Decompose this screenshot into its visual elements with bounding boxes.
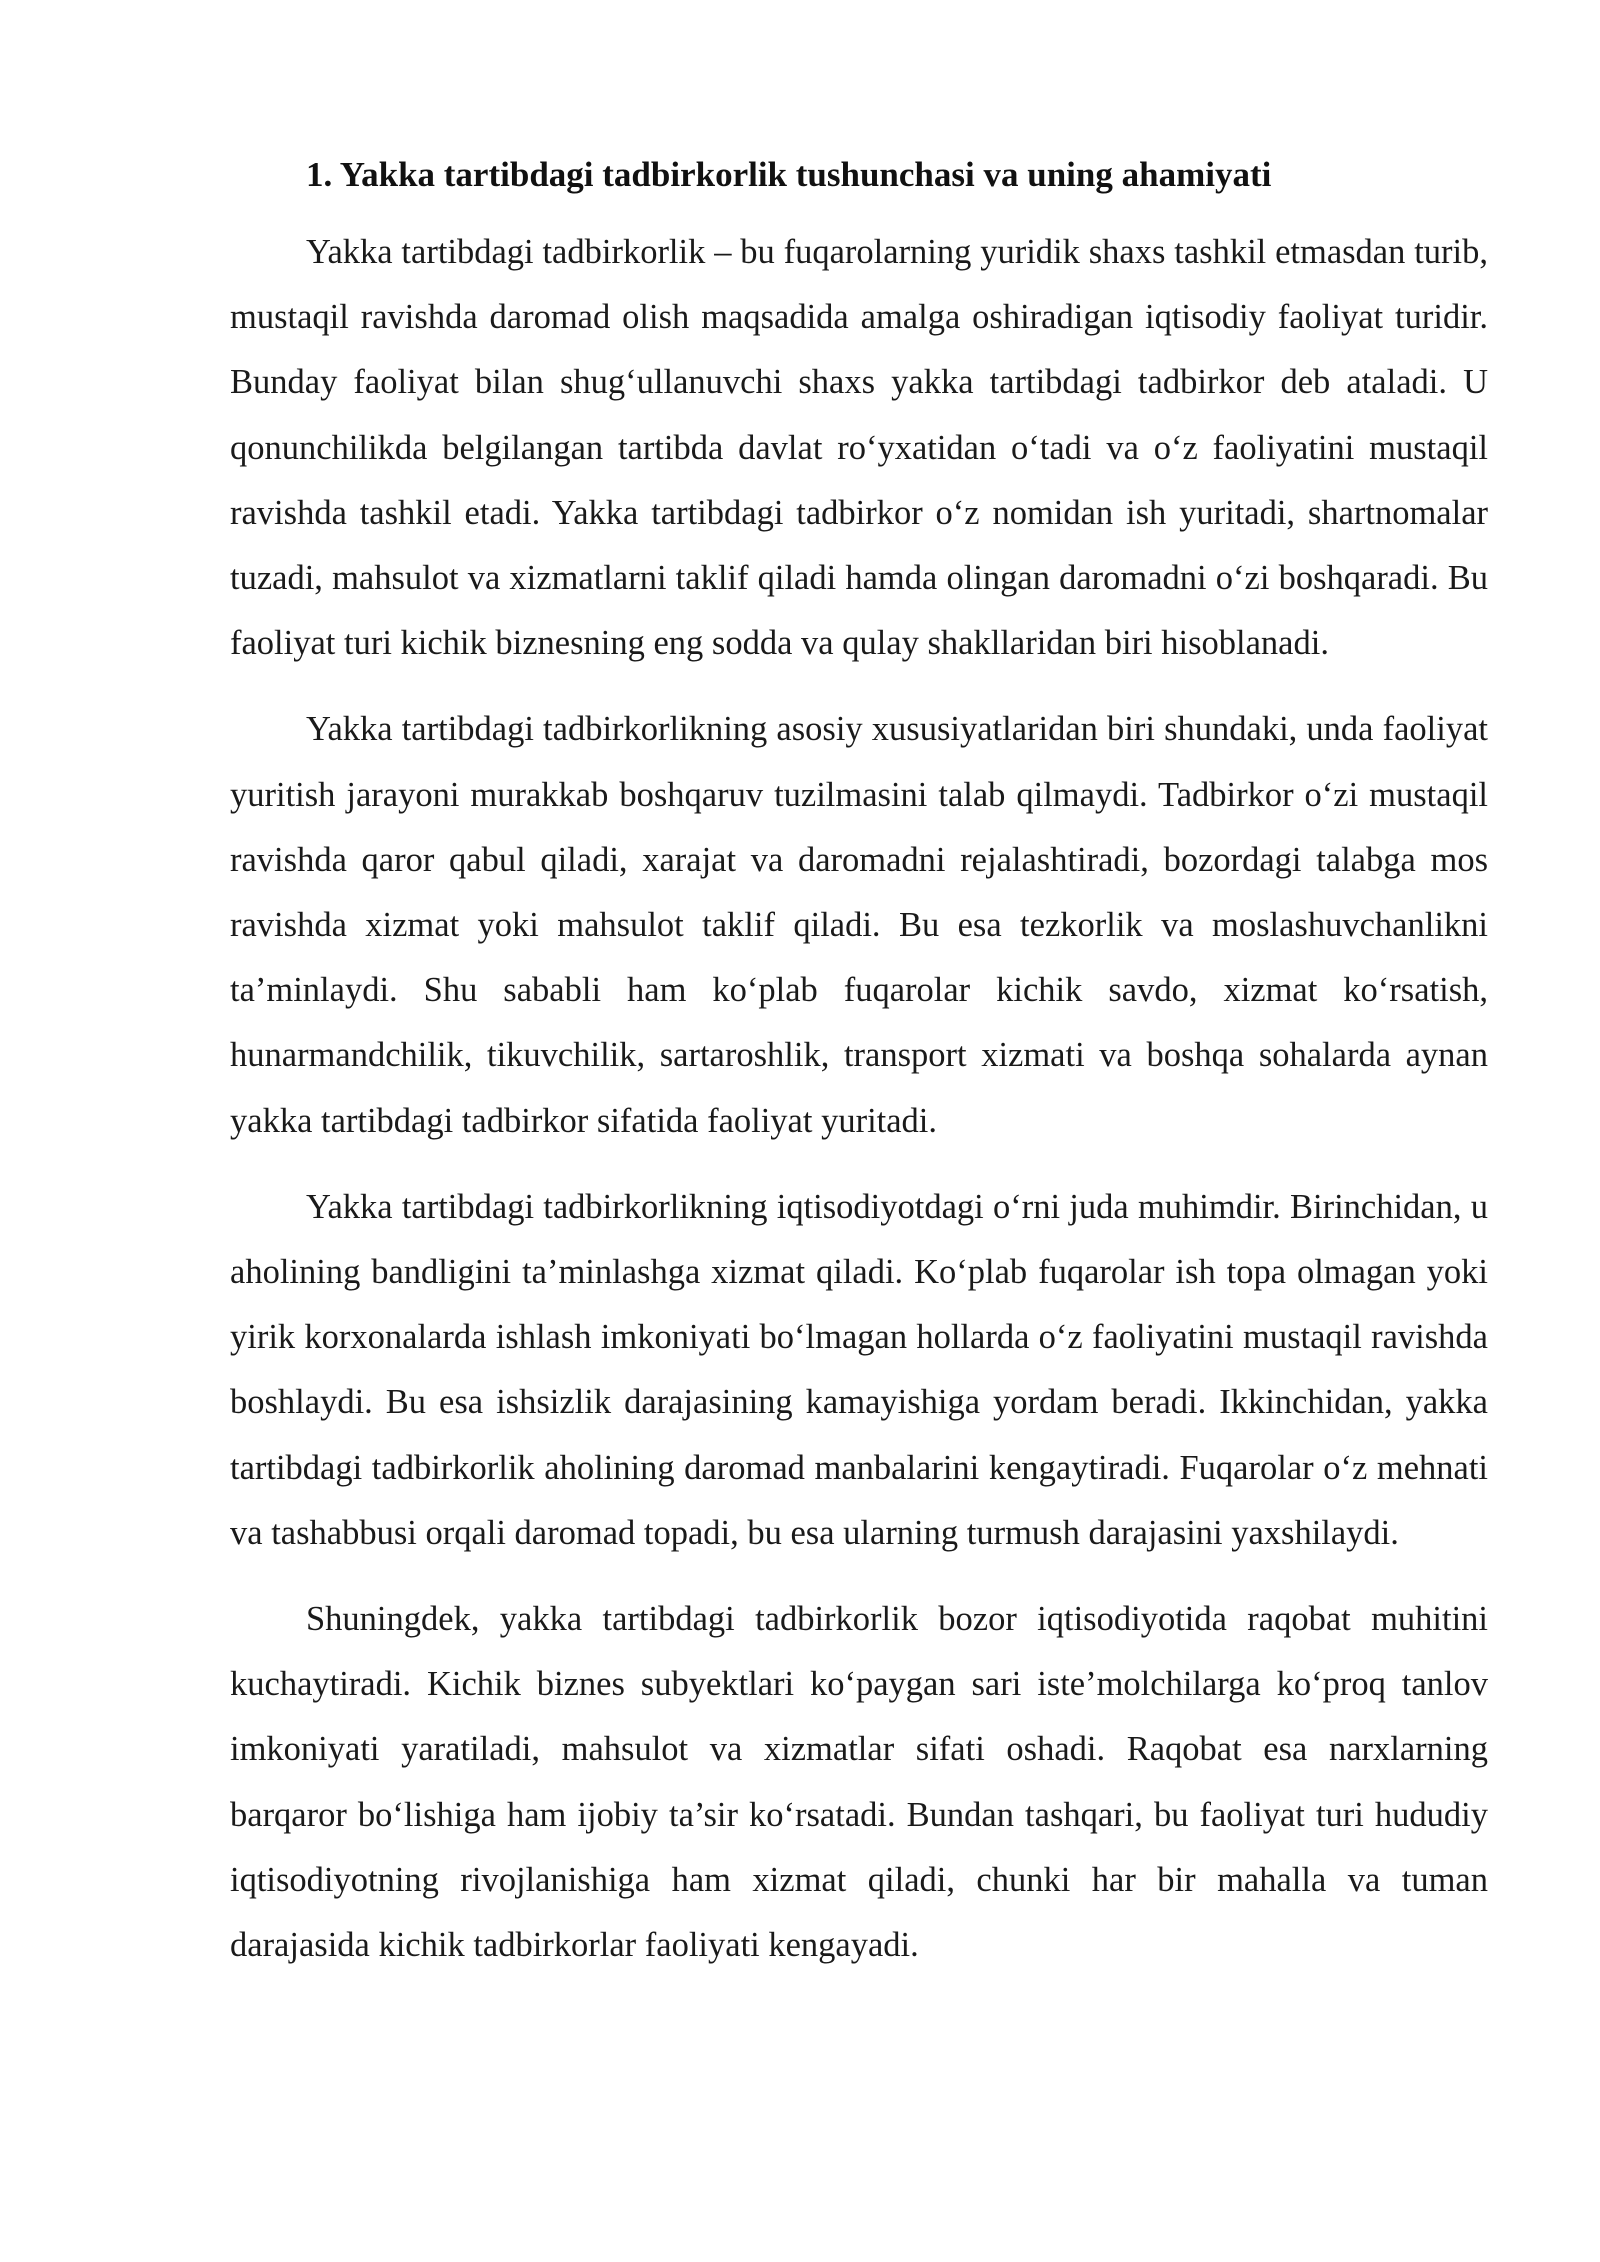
paragraph-1: Yakka tartibdagi tadbirkorlik – bu fuqarolarning yuridik shaxs tashkil etmasdan turib, mustaqil ravishda daromad olish maqsadida amalga oshiradigan iqtisodiy faoliyat turidir. Bunday faoliyat bilan shug‘ullanuvchi shaxs yakka tartibdagi tadbirkor deb ataladi. U qonunchilikda belgilangan tartibda davlat ro‘yxatidan o‘tadi va o‘z faoliyatini mustaqil ravishda tashkil etadi. Yakka tartibdagi tadbirkor o‘z nomidan ish yuritadi, shartnomalar tuzadi, mahsulot va xizmatlarni taklif qiladi hamda olingan daromadni o‘zi boshqaradi. Bu faoliyat turi kichik biznesning eng sodda va qulay shakllaridan biri hisoblanadi.	[230, 233, 1488, 663]
paragraph-2: Yakka tartibdagi tadbirkorlikning asosiy xususiyatlaridan biri shundaki, unda faoliyat yuritish jarayoni murakkab boshqaruv tuzilmasini talab qilmaydi. Tadbirkor o‘zi mustaqil ravishda qaror qabul qiladi, xarajat va daromadni rejalashtiradi, bozordagi talabga mos ravishda xizmat yoki mahsulot taklif qiladi. Bu esa tezkorlik va moslashuvchanlikni ta’minlaydi. Shu sababli ham ko‘plab fuqarolar kichik savdo, xizmat ko‘rsatish, hunarmandchilik, tikuvchilik, sartaroshlik, transport xizmati va boshqa sohalarda aynan yakka tartibdagi tadbirkor sifatida faoliyat yuritadi.	[230, 710, 1488, 1140]
paragraph-4: Shuningdek, yakka tartibdagi tadbirkorlik bozor iqtisodiyotida raqobat muhitini kuchaytiradi. Kichik biznes subyektlari ko‘paygan sari iste’molchilarga ko‘proq tanlov imkoniyati yaratiladi, mahsulot va xizmatlar sifati oshadi. Raqobat esa narxlarning barqaror bo‘lishiga ham ijobiy ta’sir ko‘rsatadi. Bundan tashqari, bu faoliyat turi hududiy iqtisodiyotning rivojlanishiga ham xizmat qiladi, chunki har bir mahalla va tuman darajasida kichik tadbirkorlar faoliyati kengayadi.	[230, 1600, 1488, 1965]
document-body	[230, 148, 1488, 1999]
paragraph-3: Yakka tartibdagi tadbirkorlikning iqtisodiyotdagi o‘rni juda muhimdir. Birinchidan, u aholining bandligini ta’minlashga xizmat qiladi. Ko‘plab fuqarolar ish topa olmagan yoki yirik korxonalarda ishlash imkoniyati bo‘lmagan hollarda o‘z faoliyatini mustaqil ravishda boshlaydi. Bu esa ishsizlik darajasining kamayishiga yordam beradi. Ikkinchidan, yakka tartibdagi tadbirkorlik aholining daromad manbalarini kengaytiradi. Fuqarolar o‘z mehnati va tashabbusi orqali daromad topadi, bu esa ularning turmush darajasini yaxshilaydi.	[230, 1187, 1488, 1552]
section-heading: 1. Yakka tartibdagi tadbirkorlik tushunchasi va uning ahamiyati	[306, 155, 1272, 194]
